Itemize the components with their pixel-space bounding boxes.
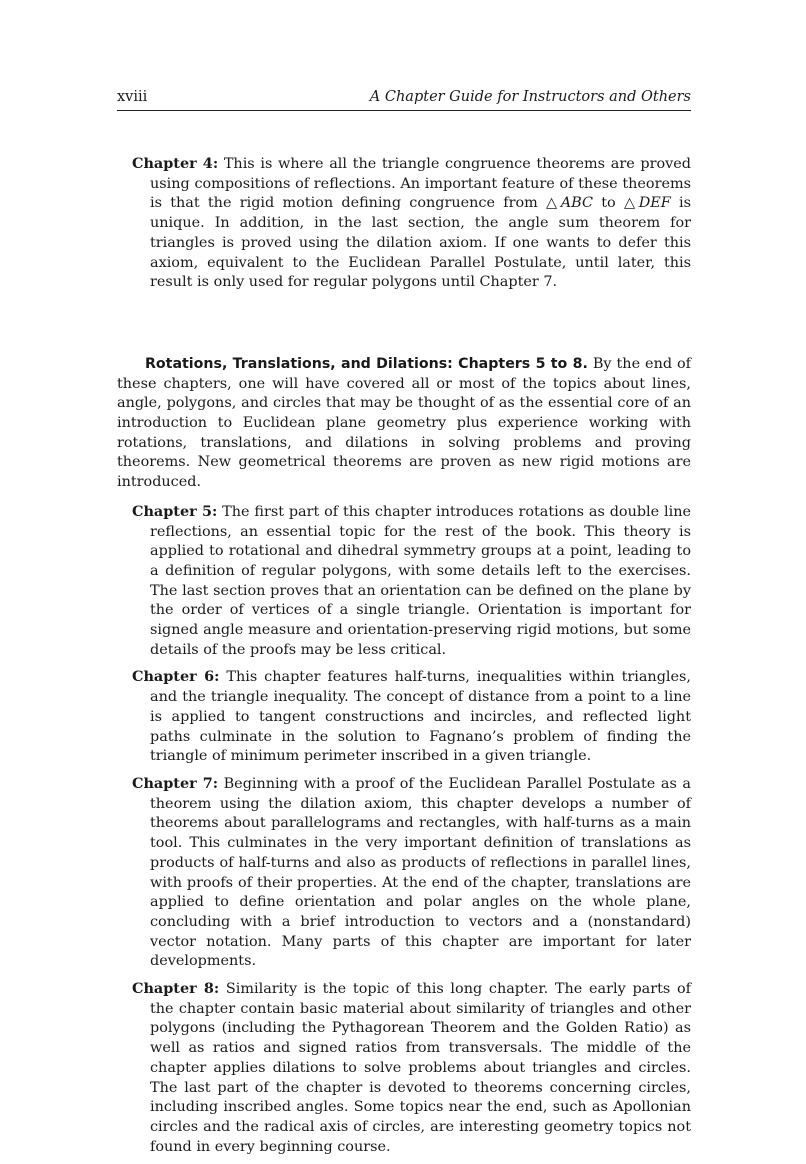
chapter-7-label: Chapter 7: (132, 774, 219, 792)
chapter-4-text-c: is unique. In addition, in the last section, the angle sum theorem for triangles is proved using the dilation axiom. If one wants to defer this axiom, equivalent to the Euclidean Parallel Postulate, until later, this result is only used for regular polygons until Chapter 7. (150, 195, 691, 291)
chapter-7-entry (117, 774, 691, 972)
section-heading: Rotations, Translations, and Dilations: Chapters 5 to 8. (145, 355, 588, 372)
triangle-name-abc: ABC (560, 195, 594, 212)
page-body (117, 154, 691, 1164)
chapter-7-text: Beginning with a proof of the Euclidean Parallel Postulate as a theorem using the dilation axiom, this chapter develops a number of theorems about parallelograms and rectangles, with half-turns as a main tool. This culminates in the very important definition of translations as products of half-turns and also as products of reflections in parallel lines, with proofs of their properties. At the end of the chapter, translations are applied to define orientation and polar angles on the whole plane, concluding with a brief introduction to vectors and a (nonstandard) vector notation. Many parts of this chapter are important for later developments. (150, 775, 691, 970)
chapter-6-entry (117, 667, 691, 767)
header-rule (117, 110, 691, 111)
triangle-symbol-2: △ (623, 195, 639, 212)
triangle-name-def: DEF (638, 195, 671, 212)
page-number: xviii (117, 89, 148, 105)
chapter-5-text: The first part of this chapter introduces rotations as double line reflections, an essential topic for the rest of the book. This theory is applied to rotational and dihedral symmetry groups at a point, leading to a definition of regular polygons, with some details left to the exercises. The last section proves that an orientation can be defined on the plane by the order of vertices of a single triangle. Orientation is important for signed angle measure and orientation-preserving rigid motions, but some details of the proofs may be less critical. (150, 503, 691, 658)
chapter-5-entry (117, 502, 691, 661)
chapter-4-entry (117, 154, 691, 293)
section-intro-text: By the end of these chapters, one will have covered all or most of the topics about lines, angle, polygons, and circles that may be thought of as the essential core of an introduction to Euclidean plane geometry plus experience working with rotations, translations, and dilations in solving problems and proving theorems. New geometrical theorems are proven as new rigid motions are introduced. (117, 355, 691, 491)
chapter-8-text: Similarity is the topic of this long chapter. The early parts of the chapter contain basic material about similarity of triangles and other polygons (including the Pythagorean Theorem and the Golden Ratio) as well as ratios and signed ratios from transversals. The middle of the chapter applies dilations to solve problems about triangles and circles. The last part of the chapter is devoted to theorems concerning circles, including inscribed angles. Some topics near the end, such as Apollonian circles and the radical axis of circles, are interesting geometry topics not found in every beginning course. (150, 981, 691, 1155)
chapter-6-text: This chapter features half-turns, inequalities within triangles, and the triangle inequality. The concept of distance from a point to a line is applied to tangent constructions and incircles, and reflected light paths culminate in the solution to Fagnano’s problem of finding the triangle of minimum perimeter inscribed in a given triangle. (150, 669, 691, 765)
triangle-symbol-1: △ (546, 195, 561, 212)
chapter-4-text-a: This is where all the triangle congruence theorems are proved using compositions of reflections. An important feature of these theorems is that the rigid motion defining congruence from (150, 156, 692, 212)
section-intro-paragraph (117, 355, 691, 493)
chapter-5-label: Chapter 5: (132, 502, 218, 520)
chapter-8-label: Chapter 8: (132, 980, 220, 998)
section-spacer (117, 300, 691, 355)
running-header (117, 88, 691, 106)
chapter-6-label: Chapter 6: (132, 668, 220, 686)
chapter-8-entry (117, 979, 691, 1157)
chapter-4-text-b: to (593, 195, 624, 212)
running-title: A Chapter Guide for Instructors and Others (369, 89, 691, 105)
chapter-4-label: Chapter 4: (132, 155, 219, 172)
